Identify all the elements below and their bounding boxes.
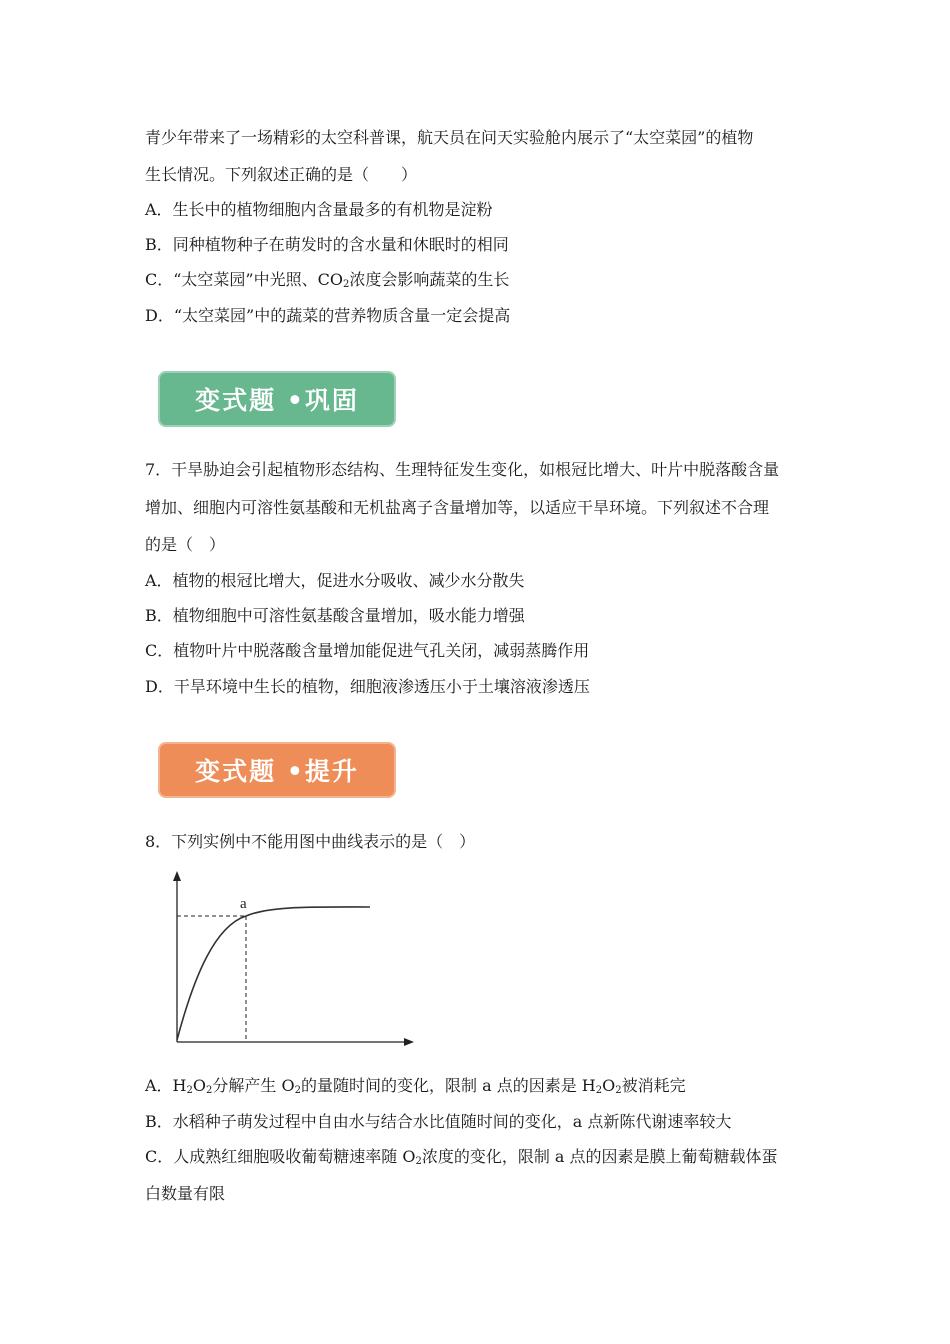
saturation-curve-graph bbox=[160, 868, 420, 1050]
q6-option-c bbox=[145, 269, 509, 296]
x-axis-arrow bbox=[404, 1038, 414, 1046]
q6-stem-line1: 青少年带来了一场精彩的太空科普课，航天员在问天实验舱内展示了“太空菜园”的植物 bbox=[145, 128, 754, 147]
q8-option-a-sub-5: 2 bbox=[615, 1085, 622, 1096]
q8-option-c-sub-1: 2 bbox=[415, 1156, 422, 1167]
q6-option-c-text-2: 浓度会影响蔬菜的生长 bbox=[349, 270, 510, 289]
q7-stem-line1: 7．干旱胁迫会引起植物形态结构、生理特征发生变化，如根冠比增大、叶片中脱落酸含量 bbox=[145, 460, 780, 479]
saturation-curve bbox=[177, 907, 370, 1040]
q6-option-a: A．生长中的植物细胞内含量最多的有机物是淀粉 bbox=[145, 200, 493, 219]
q8-option-a-text-2: O bbox=[192, 1076, 207, 1095]
q8-option-c-text-1: C．人成熟红细胞吸收葡萄糖速率随 O bbox=[145, 1147, 416, 1166]
q6-option-d: D．“太空菜园”中的蔬菜的营养物质含量一定会提高 bbox=[145, 306, 511, 325]
q6-option-c-subscript: 2 bbox=[342, 279, 350, 290]
q8-option-a-text-6: 被消耗完 bbox=[621, 1076, 686, 1095]
q8-option-a-sub-2: 2 bbox=[206, 1085, 213, 1096]
q7-option-d: D．干旱环境中生长的植物，细胞液渗透压小于土壤溶液渗透压 bbox=[145, 677, 590, 696]
q8-stem: 8．下列实例中不能用图中曲线表示的是（ ） bbox=[145, 832, 476, 851]
q8-option-c-line2: 白数量有限 bbox=[145, 1184, 226, 1203]
q8-option-a-sub-3: 2 bbox=[294, 1085, 301, 1096]
variant-improve-banner: 变式题 •提升 bbox=[158, 742, 396, 798]
q8-option-a-text-1: A．H bbox=[145, 1076, 187, 1095]
q7-option-c: C．植物叶片中脱落酸含量增加能促进气孔关闭，减弱蒸腾作用 bbox=[145, 641, 590, 660]
q8-option-a-text-5: O bbox=[602, 1076, 616, 1095]
q7-stem-line2: 增加、细胞内可溶性氨基酸和无机盐离子含量增加等，以适应干旱环境。下列叙述不合理 bbox=[145, 498, 770, 517]
variant-consolidate-banner: 变式题 •巩固 bbox=[158, 371, 396, 427]
q8-option-a-text-3: 分解产生 O bbox=[212, 1076, 295, 1095]
q6-option-c-text-1: C．“太空菜园”中光照、CO bbox=[145, 270, 343, 289]
q8-option-b: B．水稻种子萌发过程中自由水与结合水比值随时间的变化，a 点新陈代谢速率较大 bbox=[145, 1112, 732, 1131]
q7-option-a: A．植物的根冠比增大，促进水分吸收、减少水分散失 bbox=[145, 571, 525, 590]
q8-option-a-text-4: 的量随时间的变化，限制 a 点的因素是 H bbox=[300, 1076, 596, 1095]
q8-option-c-text-2: 浓度的变化，限制 a 点的因素是膜上葡萄糖载体蛋 bbox=[421, 1147, 778, 1166]
q8-option-a-sub-1: 2 bbox=[186, 1085, 193, 1096]
q8-option-a bbox=[145, 1075, 686, 1102]
q8-option-a-sub-4: 2 bbox=[595, 1085, 603, 1096]
q6-stem-line2: 生长情况。下列叙述正确的是（ ） bbox=[145, 165, 418, 184]
y-axis-arrow bbox=[173, 871, 181, 881]
q7-option-b: B．植物细胞中可溶性氨基酸含量增加，吸水能力增强 bbox=[145, 606, 525, 625]
q6-option-b: B．同种植物种子在萌发时的含水量和休眠时的相同 bbox=[145, 235, 509, 254]
point-a-label: a bbox=[240, 896, 247, 912]
q8-option-c-line1 bbox=[145, 1146, 778, 1173]
q7-stem-line3: 的是（ ） bbox=[145, 535, 226, 554]
